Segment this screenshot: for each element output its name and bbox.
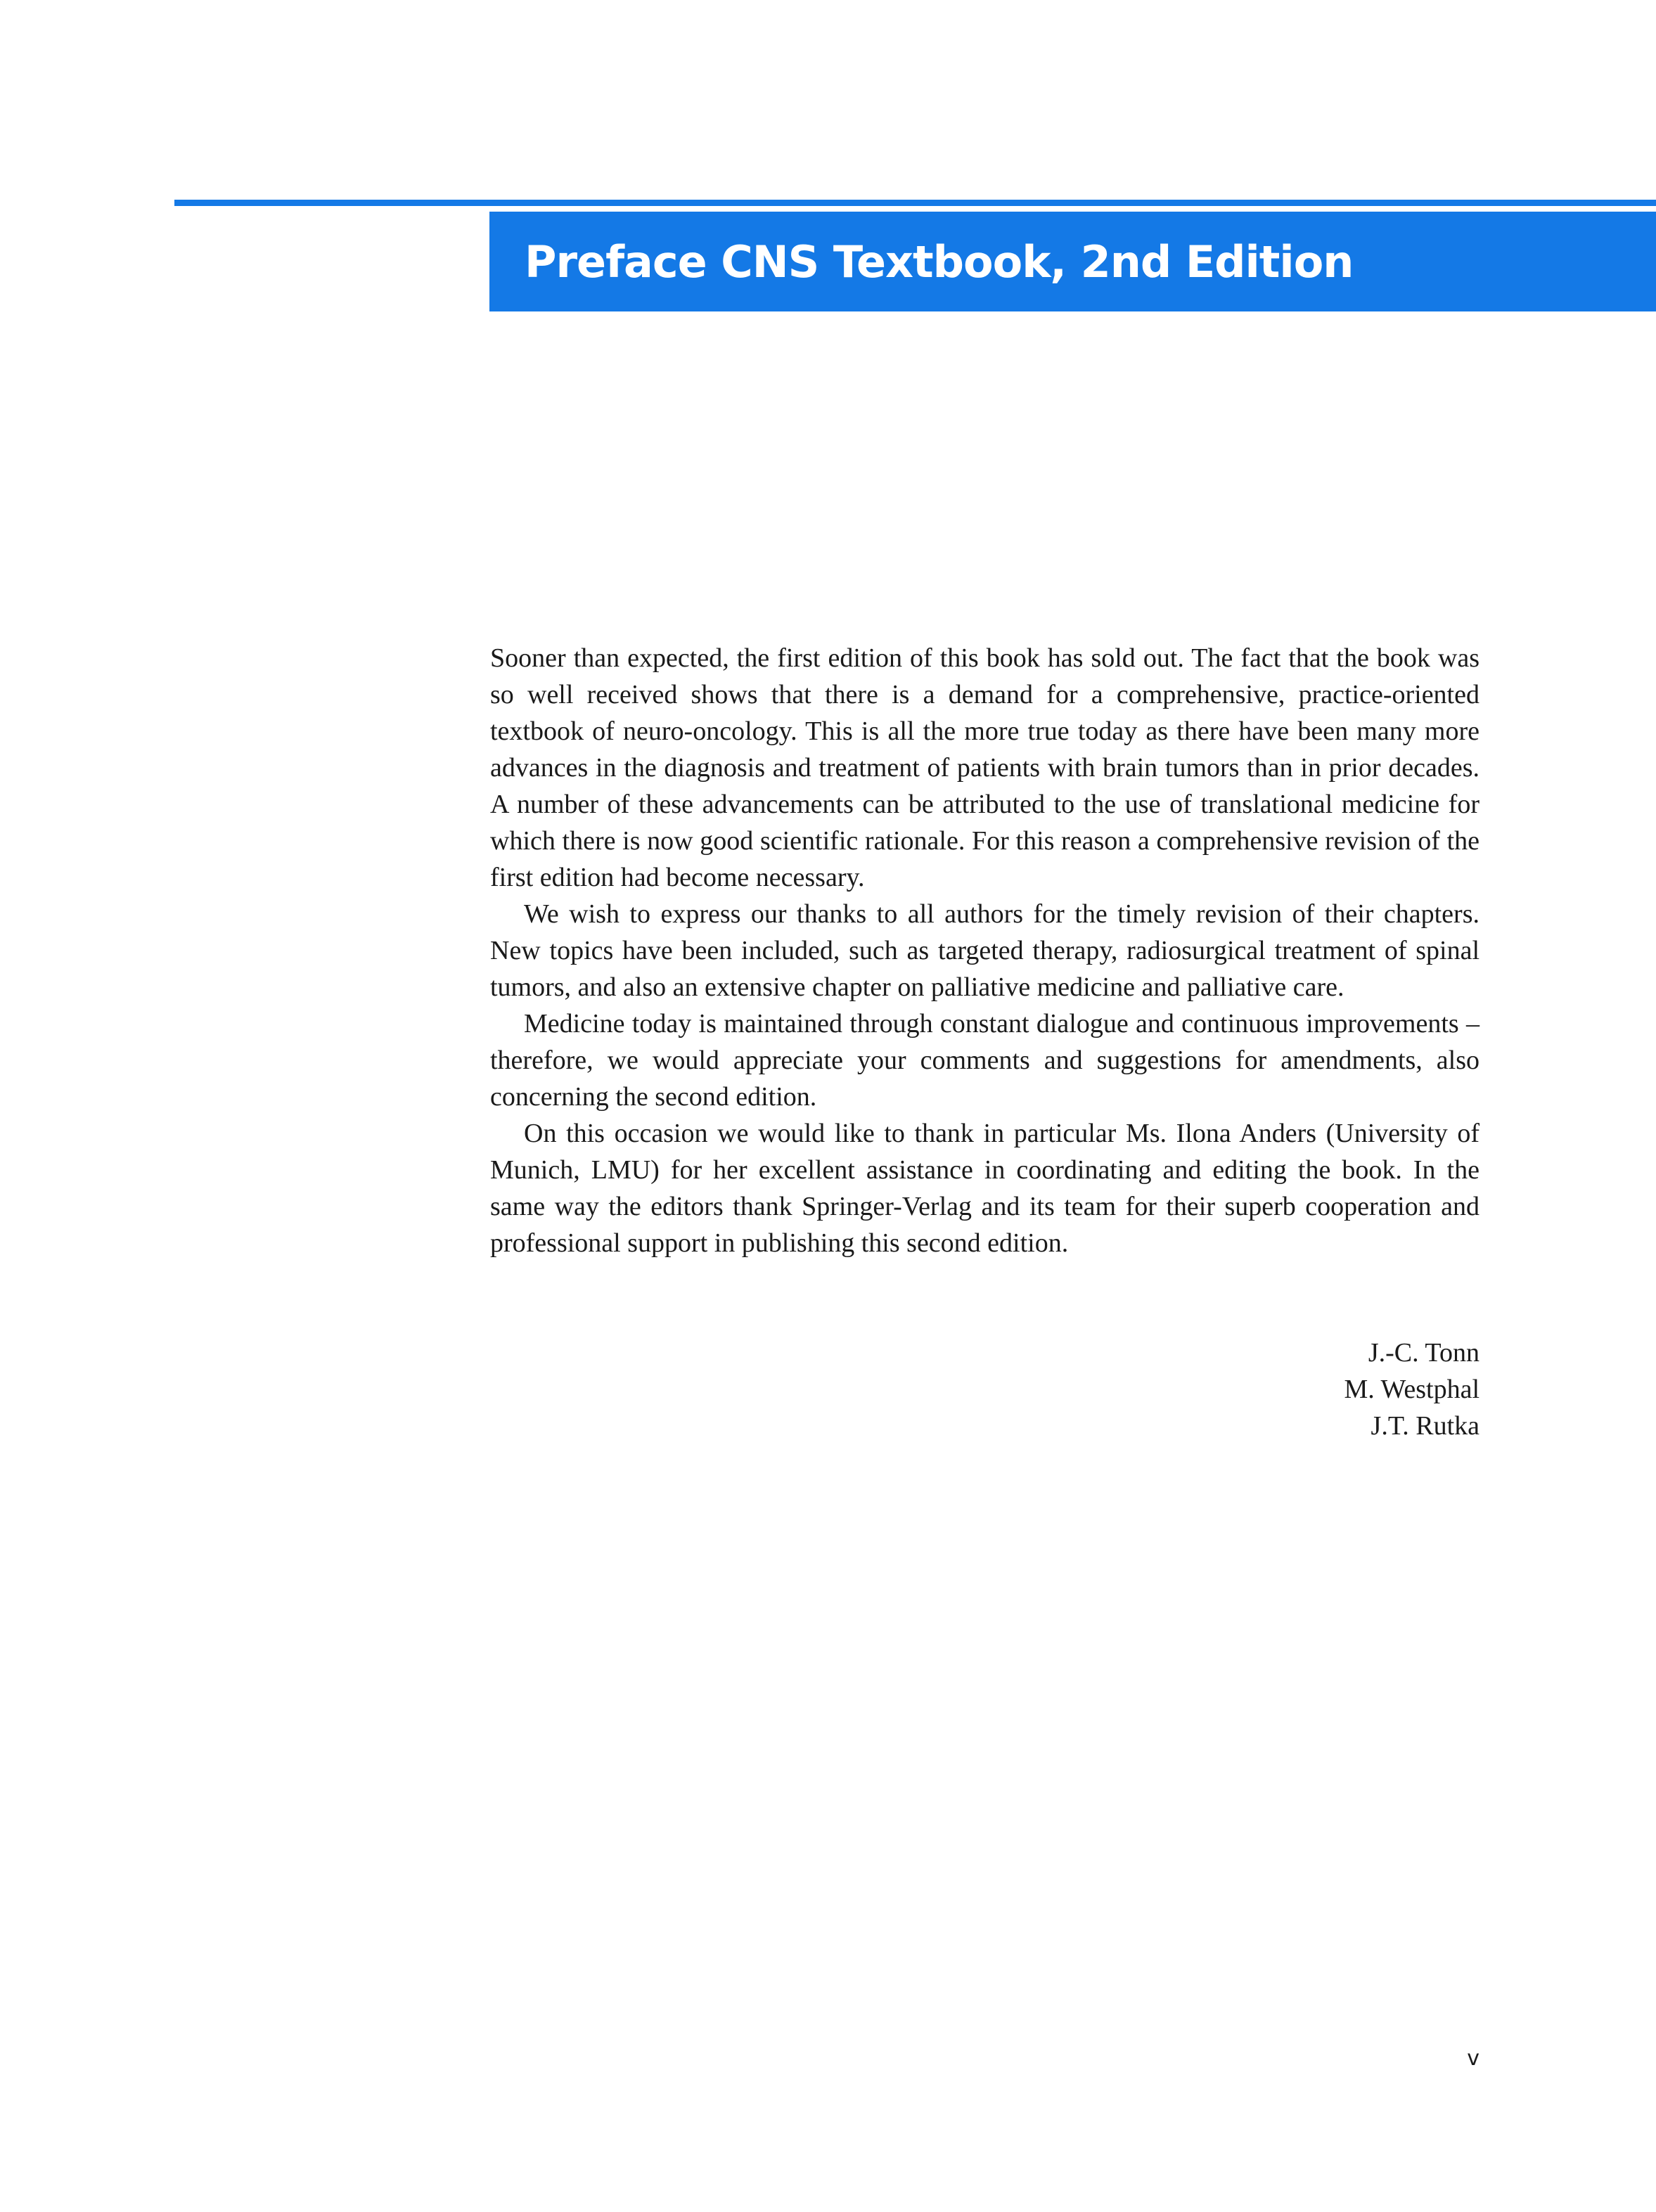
paragraph-1: Sooner than expected, the first edition of this book has sold out. The fact that the book was so well received shows that there is a demand for a comprehensive, practice-oriented textbook of neuro-oncology. This is all the more true today as there have been many more advances in the diagnosis and treatment of patients with brain tumors than in prior decades. A number of these advancements can be attributed to the use of translational medicine for which there is now good scientific rationale. For this reason a comprehensive revision of the first edition had become necessary. — [490, 643, 1480, 892]
page-title: Preface CNS Textbook, 2nd Edition — [525, 236, 1354, 288]
preface-body — [490, 640, 1480, 1261]
editor-name: J.T. Rutka — [1371, 1411, 1480, 1441]
paragraph-2: We wish to express our thanks to all authors for the timely revision of their chapters. New topics have been included, such as targeted therapy, radiosurgical treatment of spinal tumors, and also an extensive chapter on palliative medicine and palliative care. — [490, 899, 1480, 1002]
paragraph-3: Medicine today is maintained through constant dialogue and continuous improvements – therefore, we would appreciate your comments and suggestions for amendments, also concerning the second edition. — [490, 1009, 1480, 1112]
editor-signatures — [1055, 1335, 1480, 1444]
page-number: v — [1467, 2046, 1480, 2071]
paragraph-4: On this occasion we would like to thank in particular Ms. Ilona Anders (University of Munich, LMU) for her excellent assistance in coordinating and editing the book. In the same way the editors thank Springer-Verlag and its team for their superb cooperation and professional support in publishing this second edition. — [490, 1119, 1480, 1258]
title-bar — [489, 212, 1656, 311]
editor-name: M. Westphal — [1344, 1375, 1480, 1404]
header-rule — [174, 200, 1656, 206]
editor-name: J.-C. Tonn — [1368, 1338, 1480, 1368]
